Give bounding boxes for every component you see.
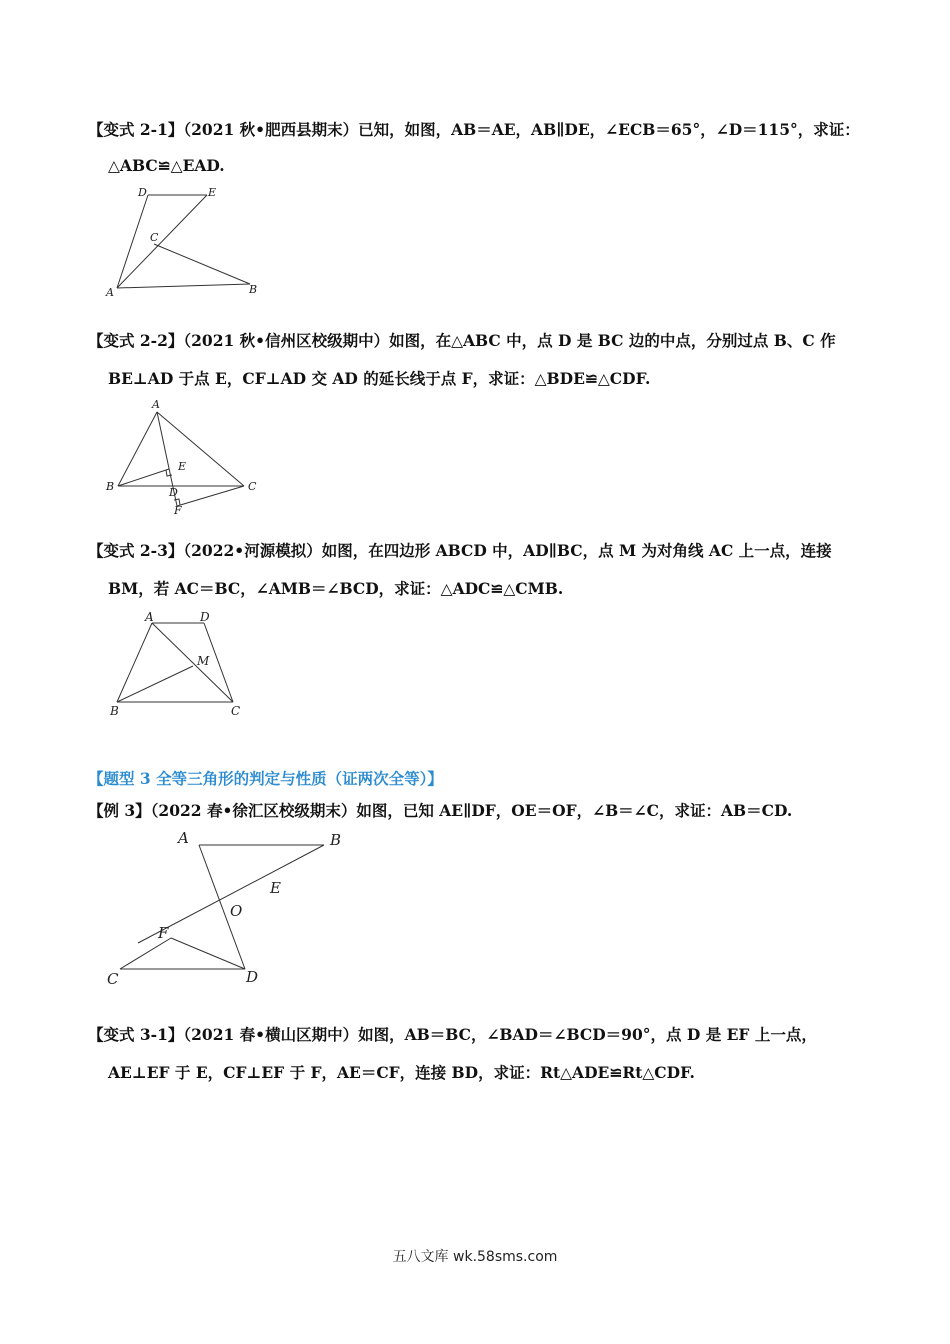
problem-2-2-conclusion: BE⊥AD 于点 E，CF⊥AD 交 AD 的延长线于点 F，求证：△BDE≌△CDF.	[108, 369, 651, 388]
label-A: A	[145, 610, 154, 624]
figure-2-3	[100, 605, 270, 725]
problem-2-1-statement: 【变式 2-1】（2021 秋•肥西县期末）已知，如图，AB＝AE，AB∥DE，∠ECB＝65°，∠D＝115°，求证：	[88, 120, 860, 139]
figure-example-3	[100, 825, 360, 995]
label-M: M	[197, 654, 210, 668]
label-B: B	[249, 283, 258, 296]
label-E: E	[270, 879, 281, 897]
footer-watermark: 五八文库 wk.58sms.com	[392, 1249, 558, 1265]
label-O: O	[230, 902, 243, 920]
figure-2-1	[100, 180, 270, 300]
label-D: D	[246, 968, 259, 986]
label-D: D	[138, 186, 147, 199]
problem-2-1-conclusion: △ABC≌△EAD.	[108, 156, 225, 175]
problem-2-3-conclusion: BM，若 AC＝BC，∠AMB＝∠BCD，求证：△ADC≌△CMB.	[108, 579, 564, 598]
problem-3-1-statement: 【变式 3-1】（2021 春•横山区期中）如图，AB＝BC，∠BAD＝∠BCD＝90°，点 D 是 EF 上一点，	[88, 1025, 817, 1044]
label-A: A	[106, 286, 114, 299]
label-C: C	[150, 231, 159, 244]
problem-2-3-statement: 【变式 2-3】（2022•河源模拟）如图，在四边形 ABCD 中，AD∥BC，点 M 为对角线 AC 上一点，连接	[88, 541, 832, 560]
label-C: C	[248, 480, 257, 493]
label-E: E	[178, 460, 187, 473]
label-B: B	[110, 704, 119, 718]
label-B: B	[106, 480, 115, 493]
label-F: F	[158, 924, 169, 942]
problem-3-1-conclusion: AE⊥EF 于 E，CF⊥EF 于 F，AE＝CF，连接 BD，求证：Rt△ADE≌Rt△CDF.	[108, 1063, 695, 1082]
problem-2-2-statement: 【变式 2-2】（2021 秋•信州区校级期中）如图，在△ABC 中，点 D 是 BC 边的中点，分别过点 B、C 作	[88, 331, 836, 350]
label-D: D	[200, 610, 210, 624]
label-F: F	[174, 504, 182, 517]
figure-2-2	[100, 395, 270, 525]
label-C: C	[231, 704, 241, 718]
label-E: E	[208, 186, 217, 199]
example-3-statement: 【例 3】（2022 春•徐汇区校级期末）如图，已知 AE∥DF，OE＝OF，∠B＝∠C，求证：AB＝CD.	[88, 801, 793, 820]
label-A: A	[178, 829, 189, 847]
label-C: C	[107, 970, 119, 988]
label-B: B	[330, 831, 342, 849]
section-3-title: 【题型 3 全等三角形的判定与性质（证两次全等）】	[88, 769, 443, 788]
label-A: A	[152, 398, 160, 411]
label-D: D	[169, 486, 178, 499]
